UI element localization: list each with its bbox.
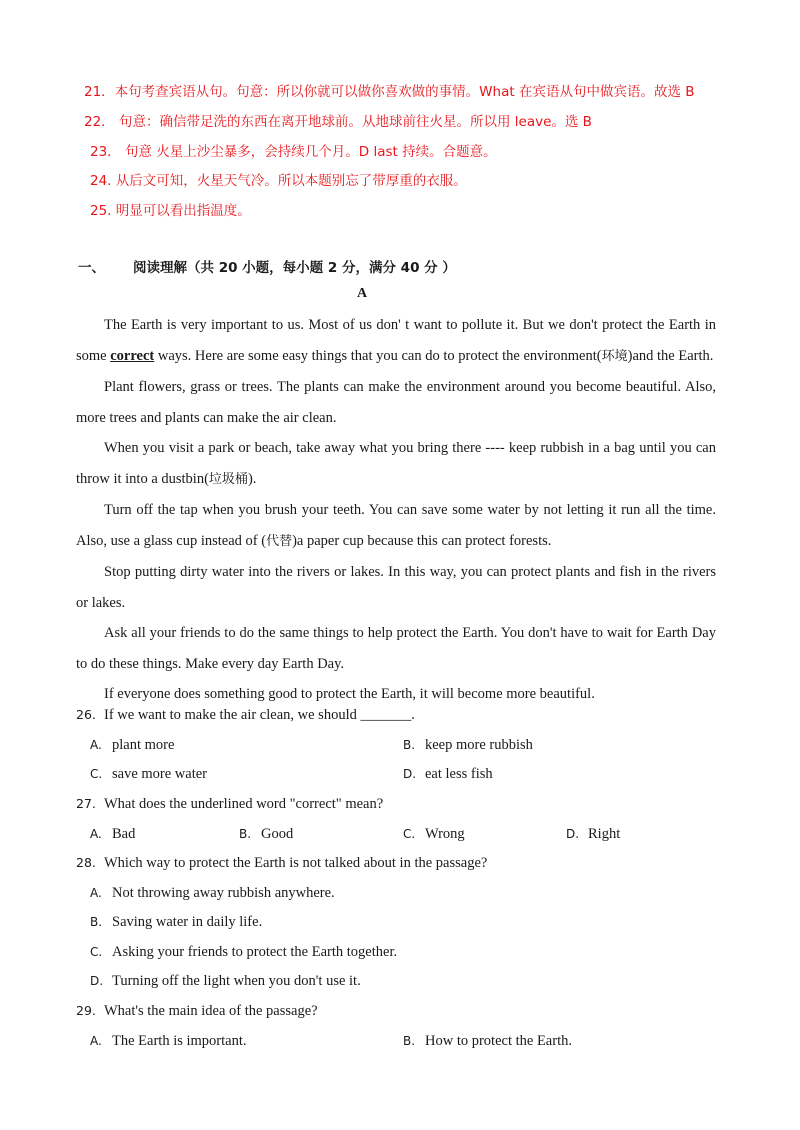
paragraph-4-text-a: Turn off the tap when you brush your teeth. You can save some water by not letting it run all the time. Also, use a glass cup instead of ( — [76, 502, 716, 549]
paragraph-1-text-c: )and the Earth. — [627, 347, 714, 364]
answer-21: 21．本句考查宾语从句。句意：所以你就可以做你喜欢做的事情。What 在宾语从句中做宾语。故选 B — [84, 84, 695, 100]
q26-option-b[interactable] — [403, 737, 533, 754]
q27-option-a[interactable] — [90, 826, 135, 843]
paragraph-2: Plant flowers, grass or trees. The plants can make the environment around you become beautiful. Also, more trees and plants can make the air clean. — [76, 379, 716, 426]
option-text: Asking your friends to protect the Earth together. — [112, 944, 398, 960]
option-letter: D. — [566, 827, 580, 841]
option-letter: C. — [403, 827, 416, 841]
reading-passage — [76, 310, 716, 710]
underlined-word: correct — [110, 347, 155, 364]
option-text: Wrong — [425, 826, 465, 842]
question-29 — [76, 1003, 318, 1020]
answer-22: 22． 句意：确信带足洗的东西在离开地球前。从地球前往火星。所以用 leave。选 B — [84, 114, 592, 130]
answer-23: 23． 句意 火星上沙尘暴多，会持续几个月。D last 持续。合题意。 — [90, 144, 497, 160]
question-number: 29. — [76, 1003, 96, 1018]
option-text: plant more — [112, 737, 175, 753]
option-letter: D. — [403, 767, 417, 781]
paragraph-3-text-b: ). — [247, 470, 257, 487]
paragraph-3-text-a: When you visit a park or beach, take away what you bring there ---- keep rubbish in a bag until you can throw it into a dustbin( — [76, 440, 716, 487]
option-text: eat less fish — [425, 766, 493, 782]
option-text: Bad — [112, 826, 136, 842]
option-letter: C. — [90, 945, 103, 959]
option-text: save more water — [112, 766, 208, 782]
option-text: Turning off the light when you don't use it. — [112, 973, 361, 989]
section-heading — [78, 256, 456, 276]
paragraph-3 — [76, 433, 716, 495]
option-letter: B. — [403, 738, 416, 752]
passage-label: A — [357, 286, 368, 301]
option-letter: B. — [90, 915, 103, 929]
paragraph-1 — [76, 310, 716, 372]
paragraph-7: If everyone does something good to protect the Earth, it will become more beautiful. — [104, 686, 595, 702]
question-28 — [76, 855, 487, 872]
section-title: 阅读理解（共 20 小题，每小题 2 分，满分 40 分 ） — [133, 260, 456, 276]
option-letter: A. — [90, 1034, 102, 1048]
option-text: The Earth is important. — [112, 1033, 247, 1049]
question-27 — [76, 796, 383, 813]
q29-option-a[interactable] — [90, 1033, 247, 1050]
option-text: Right — [588, 826, 621, 842]
q28-option-b[interactable] — [90, 914, 262, 931]
q28-option-a[interactable] — [90, 885, 335, 902]
q27-option-c[interactable] — [403, 826, 465, 843]
paragraph-3-gloss: 垃圾桶 — [208, 471, 248, 487]
question-number: 28. — [76, 855, 96, 870]
paragraph-4-gloss: 代替 — [266, 533, 293, 549]
option-letter: B. — [239, 827, 252, 841]
answer-25: 25. 明显可以看出指温度。 — [90, 203, 251, 219]
question-number: 27. — [76, 796, 96, 811]
question-text: What's the main idea of the passage? — [104, 1003, 318, 1019]
option-text: Saving water in daily life. — [112, 914, 263, 930]
option-letter: B. — [403, 1034, 416, 1048]
answer-24: 24. 从后文可知，火星天气冷。所以本题别忘了带厚重的衣服。 — [90, 173, 467, 189]
paragraph-1-text-a: The Earth is very important to us. Most of us don' t want to pollute it. But we don't protect the Earth in some — [76, 317, 716, 364]
option-letter: C. — [90, 767, 103, 781]
q29-option-b[interactable] — [403, 1033, 572, 1050]
option-text: Not throwing away rubbish anywhere. — [112, 885, 335, 901]
option-text: Good — [261, 826, 294, 842]
question-number: 26. — [76, 707, 96, 722]
q26-option-d[interactable] — [403, 766, 493, 783]
paragraph-1-text-b: ways. Here are some easy things that you can do to protect the environment( — [154, 347, 602, 364]
paragraph-6: Ask all your friends to do the same things to help protect the Earth. You don't have to wait for Earth Day to do these things. Make every day Earth Day. — [76, 625, 716, 672]
option-letter: A. — [90, 738, 102, 752]
paragraph-4-text-b: )a paper cup because this can protect forests. — [292, 532, 552, 549]
option-text: keep more rubbish — [425, 737, 533, 753]
paragraph-4 — [76, 495, 716, 557]
question-text: If we want to make the air clean, we should _______. — [104, 707, 415, 723]
option-letter: A. — [90, 886, 102, 900]
q27-option-b[interactable] — [239, 826, 293, 843]
paragraph-1-gloss: 环境 — [601, 348, 628, 364]
paragraph-5: Stop putting dirty water into the rivers or lakes. In this way, you can protect plants and fish in the rivers or lakes. — [76, 564, 716, 611]
q27-option-d[interactable] — [566, 826, 620, 843]
q28-option-d[interactable] — [90, 973, 361, 990]
question-text: What does the underlined word "correct" mean? — [104, 796, 384, 812]
option-letter: D. — [90, 974, 104, 988]
question-26 — [76, 707, 415, 724]
question-text: Which way to protect the Earth is not talked about in the passage? — [104, 855, 488, 871]
section-number: 一、 — [78, 260, 105, 276]
option-text: How to protect the Earth. — [425, 1033, 572, 1049]
q26-option-c[interactable] — [90, 766, 207, 783]
q28-option-c[interactable] — [90, 944, 397, 961]
option-letter: A. — [90, 827, 102, 841]
q26-option-a[interactable] — [90, 737, 174, 754]
